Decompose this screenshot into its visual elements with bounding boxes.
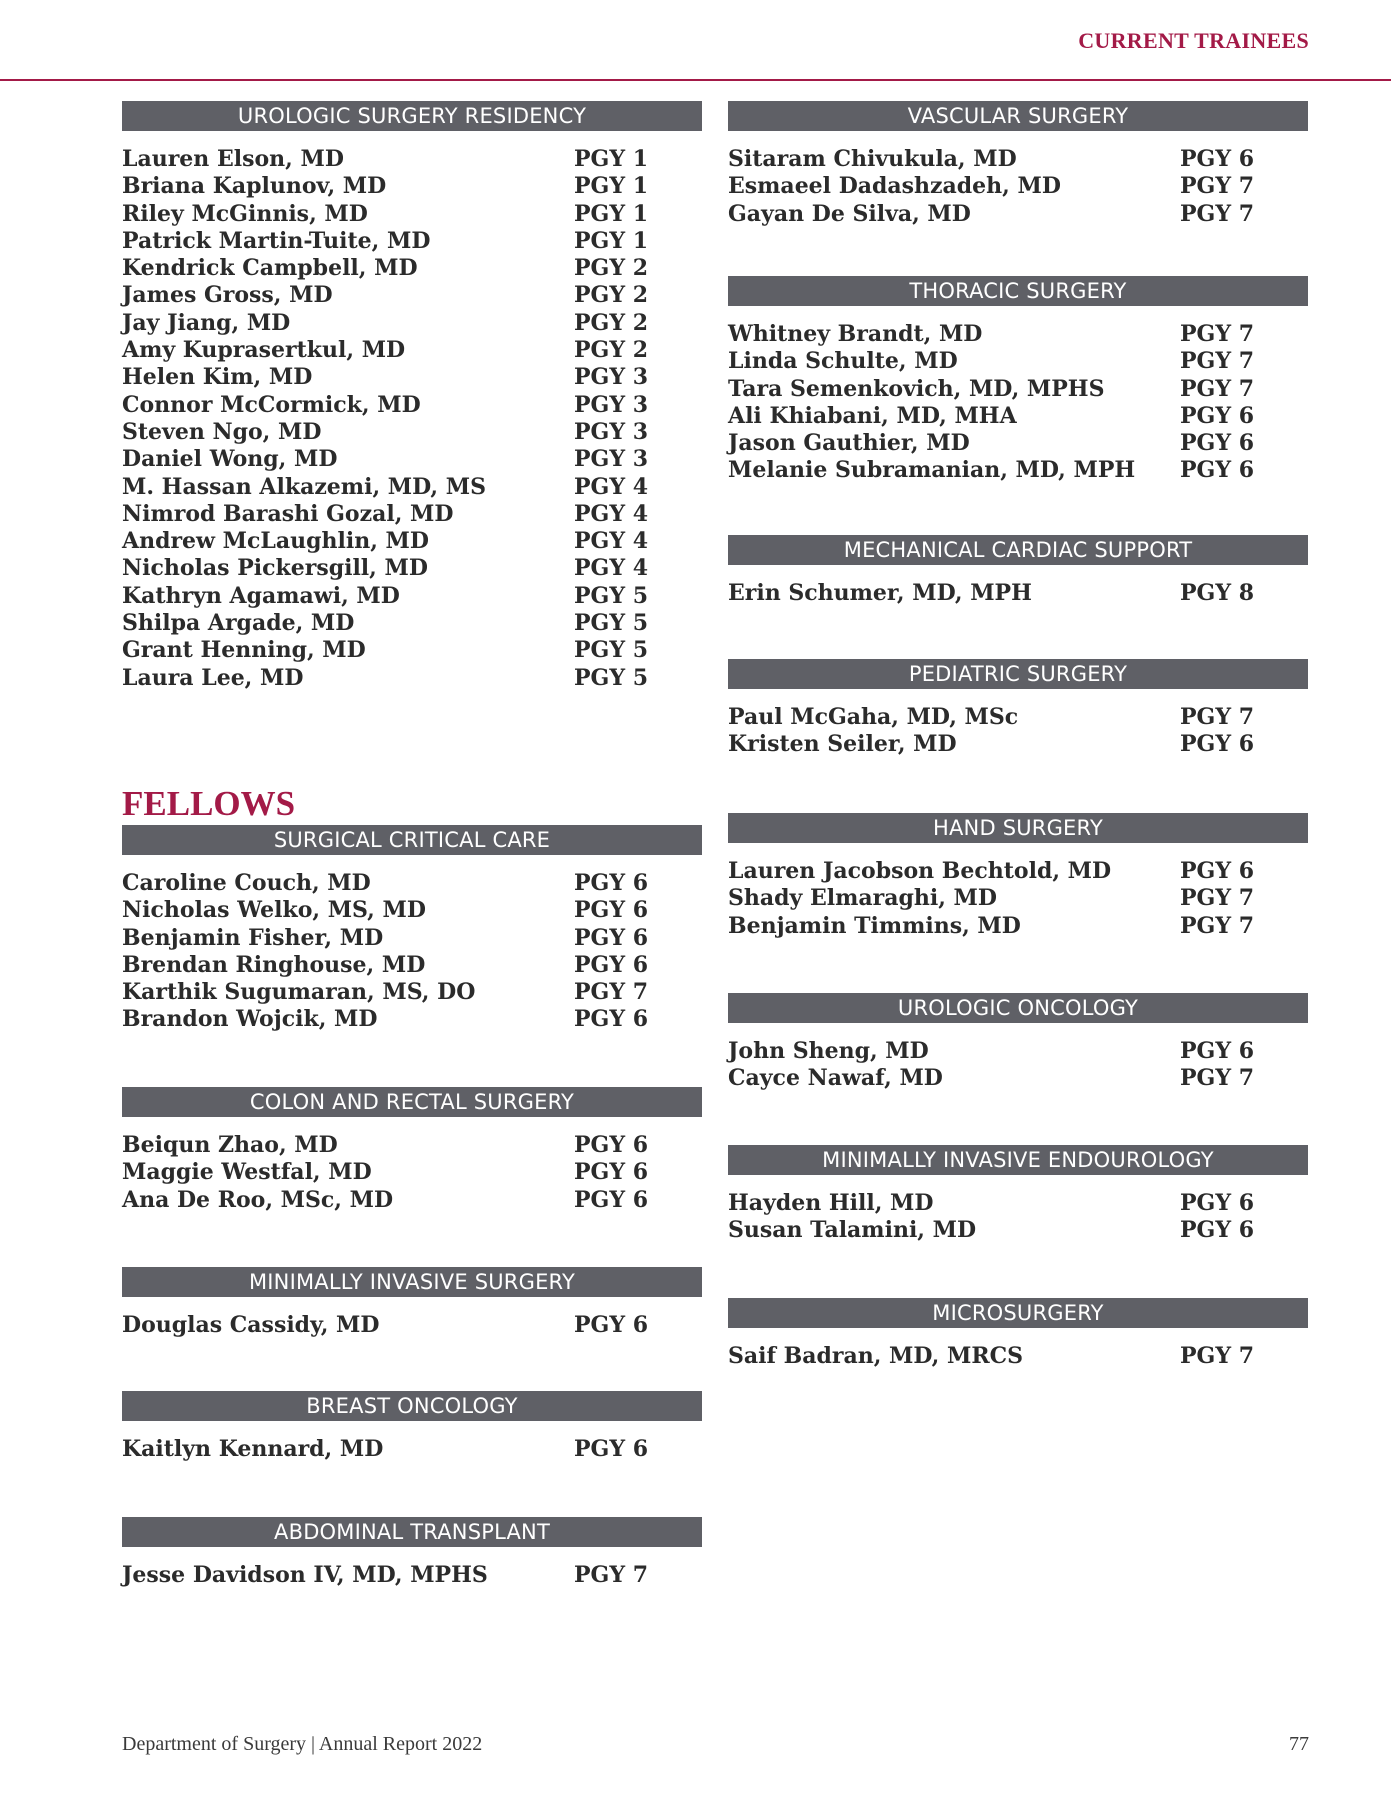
trainee-name: Esmaeel Dadashzadeh, MD [728,173,1061,200]
trainee-pgy: PGY 6 [1180,146,1255,172]
trainee-row [728,146,1308,173]
entry-list [122,1132,702,1214]
trainee-name: Steven Ngo, MD [122,418,322,445]
trainee-row [122,364,702,391]
trainee-row [122,897,702,924]
trainee-pgy: PGY 6 [1180,457,1255,484]
trainee-name: Daniel Wong, MD [122,446,338,473]
trainee-row [728,580,1308,607]
trainee-row [122,310,702,337]
trainee-pgy: PGY 6 [574,924,649,951]
trainee-row [728,1217,1308,1244]
trainee-name: Andrew McLaughlin, MD [122,528,429,555]
trainee-row [122,952,702,979]
trainee-row [122,255,702,282]
trainee-pgy: PGY 7 [1180,321,1255,347]
trainee-name: Susan Talamini, MD [728,1217,977,1244]
trainee-name: Lauren Jacobson Bechtold, MD [728,858,1112,884]
trainee-name: Kendrick Campbell, MD [122,255,418,282]
trainee-name: Kathryn Agamawi, MD [122,582,400,609]
trainee-pgy: PGY 5 [574,582,649,609]
trainee-row [728,173,1308,200]
trainee-pgy: PGY 1 [574,173,649,200]
trainee-row [122,392,702,419]
trainee-row [122,870,702,897]
trainee-pgy: PGY 6 [574,1006,649,1033]
trainee-name: Douglas Cassidy, MD [122,1312,380,1338]
section-title: ABDOMINAL TRANSPLANT [122,1517,702,1547]
trainee-row [122,637,702,664]
trainee-name: Sitaram Chivukula, MD [728,146,1017,172]
trainee-pgy: PGY 7 [1180,348,1255,375]
trainee-name: Laura Lee, MD [122,664,304,691]
entry-list [122,1436,702,1463]
section-urologic-residency [122,101,702,692]
trainee-row [122,419,702,446]
section-urologic-oncology [728,993,1308,1093]
trainee-pgy: PGY 6 [574,1312,649,1338]
trainee-row [122,528,702,555]
trainee-pgy: PGY 6 [574,1159,649,1186]
section-pediatric [728,659,1308,759]
trainee-name: Beiqun Zhao, MD [122,1132,338,1158]
trainee-row [122,201,702,228]
trainee-row [122,1562,702,1589]
entry-list [122,146,702,692]
section-title: COLON AND RECTAL SURGERY [122,1087,702,1117]
trainee-row [122,501,702,528]
trainee-pgy: PGY 7 [574,979,649,1006]
trainee-name: Nimrod Barashi Gozal, MD [122,500,454,527]
trainee-row [122,1006,702,1033]
section-title: UROLOGIC ONCOLOGY [728,993,1308,1023]
trainee-row [122,979,702,1006]
section-endourology [728,1145,1308,1245]
section-title: MINIMALLY INVASIVE SURGERY [122,1267,702,1297]
trainee-row [728,1190,1308,1217]
trainee-name: Benjamin Fisher, MD [122,924,384,951]
trainee-pgy: PGY 5 [574,664,649,691]
trainee-pgy: PGY 8 [1180,580,1255,606]
trainee-pgy: PGY 6 [574,897,649,924]
trainee-row [728,1065,1308,1092]
trainee-row [122,228,702,255]
entry-list [728,321,1308,485]
trainee-pgy: PGY 6 [1180,1217,1255,1244]
trainee-pgy: PGY 6 [574,1132,649,1158]
trainee-name: Nicholas Welko, MS, MD [122,897,426,924]
section-vascular [728,101,1308,228]
trainee-row [122,474,702,501]
trainee-name: Hayden Hill, MD [728,1190,934,1216]
trainee-row [122,555,702,582]
trainee-pgy: PGY 2 [574,337,649,364]
trainee-name: Helen Kim, MD [122,364,313,391]
trainee-pgy: PGY 4 [574,500,649,527]
trainee-pgy: PGY 7 [1180,912,1255,939]
header-divider [0,79,1391,81]
trainee-row [122,173,702,200]
section-hand [728,813,1308,940]
trainee-row [728,403,1308,430]
trainee-pgy: PGY 5 [574,637,649,664]
trainee-row [122,282,702,309]
trainee-row [122,1436,702,1463]
trainee-row [728,731,1308,758]
trainee-pgy: PGY 7 [1180,1065,1255,1092]
trainee-name: Karthik Sugumaran, MS, DO [122,979,476,1006]
trainee-name: Saif Badran, MD, MRCS [728,1343,1024,1369]
trainee-row [728,457,1308,484]
section-title: HAND SURGERY [728,813,1308,843]
trainee-pgy: PGY 3 [574,391,649,418]
trainee-name: James Gross, MD [122,282,333,309]
section-title: MECHANICAL CARDIAC SUPPORT [728,535,1308,565]
trainee-row [728,376,1308,403]
trainee-name: Grant Henning, MD [122,637,366,664]
trainee-row [728,430,1308,457]
trainee-name: Lauren Elson, MD [122,146,344,172]
entry-list [728,146,1308,228]
entry-list [122,1312,702,1339]
trainee-pgy: PGY 2 [574,309,649,336]
trainee-pgy: PGY 7 [1180,704,1255,730]
trainee-name: Jesse Davidson IV, MD, MPHS [122,1562,488,1588]
trainee-pgy: PGY 7 [1180,200,1255,227]
section-mechanical-cardiac [728,535,1308,607]
page-title: CURRENT TRAINEES [1078,28,1309,53]
trainee-row [728,1343,1308,1370]
trainee-name: Patrick Martin-Tuite, MD [122,227,431,254]
trainee-name: Shady Elmaraghi, MD [728,885,997,912]
trainee-name: Linda Schulte, MD [728,348,958,375]
section-breast-oncology [122,1391,702,1463]
trainee-name: Shilpa Argade, MD [122,610,355,637]
trainee-pgy: PGY 4 [574,473,649,500]
trainee-pgy: PGY 6 [1180,1190,1255,1216]
trainee-row [122,1159,702,1186]
trainee-pgy: PGY 3 [574,364,649,391]
trainee-row [122,610,702,637]
trainee-name: Nicholas Pickersgill, MD [122,555,428,582]
trainee-name: Brendan Ringhouse, MD [122,951,426,978]
section-thoracic [728,276,1308,485]
trainee-name: Whitney Brandt, MD [728,321,983,347]
trainee-pgy: PGY 6 [1180,858,1255,884]
entry-list [122,1562,702,1589]
trainee-name: Ana De Roo, MSc, MD [122,1186,394,1213]
trainee-name: Gayan De Silva, MD [728,200,971,227]
trainee-name: Tara Semenkovich, MD, MPHS [728,375,1105,402]
trainee-row [122,146,702,173]
trainee-name: Connor McCormick, MD [122,391,421,418]
entry-list [728,858,1308,940]
entry-list [728,1038,1308,1093]
trainee-row [122,1187,702,1214]
trainee-pgy: PGY 7 [574,1562,649,1588]
trainee-name: Paul McGaha, MD, MSc [728,704,1019,730]
trainee-name: John Sheng, MD [728,1038,929,1064]
trainee-row [728,348,1308,375]
section-microsurgery [728,1298,1308,1370]
trainee-pgy: PGY 7 [1180,375,1255,402]
trainee-pgy: PGY 3 [574,446,649,473]
trainee-name: Benjamin Timmins, MD [728,912,1021,939]
trainee-pgy: PGY 2 [574,282,649,309]
trainee-pgy: PGY 6 [1180,402,1255,429]
trainee-pgy: PGY 7 [1180,1343,1255,1369]
trainee-name: M. Hassan Alkazemi, MD, MS [122,473,486,500]
trainee-pgy: PGY 1 [574,200,649,227]
trainee-name: Cayce Nawaf, MD [728,1065,943,1092]
trainee-row [122,583,702,610]
entry-list [122,870,702,1034]
section-title: PEDIATRIC SURGERY [728,659,1308,689]
trainee-name: Kristen Seiler, MD [728,731,957,758]
section-title: MINIMALLY INVASIVE ENDOUROLOGY [728,1145,1308,1175]
section-colon-rectal [122,1087,702,1214]
trainee-row [728,885,1308,912]
entry-list [728,580,1308,607]
section-title: VASCULAR SURGERY [728,101,1308,131]
trainee-pgy: PGY 6 [1180,1038,1255,1064]
trainee-name: Riley McGinnis, MD [122,200,368,227]
trainee-pgy: PGY 7 [1180,173,1255,200]
entry-list [728,1190,1308,1245]
trainee-name: Melanie Subramanian, MD, MPH [728,457,1136,484]
trainee-name: Jason Gauthier, MD [728,430,970,457]
section-title: SURGICAL CRITICAL CARE [122,825,702,855]
entry-list [728,704,1308,759]
trainee-row [122,1312,702,1339]
fellows-heading: FELLOWS [122,784,296,823]
trainee-pgy: PGY 6 [574,1436,649,1462]
section-abdominal-transplant [122,1517,702,1589]
trainee-pgy: PGY 2 [574,255,649,282]
trainee-name: Jay Jiang, MD [122,309,291,336]
trainee-name: Amy Kuprasertkul, MD [122,337,406,364]
trainee-row [122,665,702,692]
trainee-pgy: PGY 3 [574,418,649,445]
trainee-row [122,1132,702,1159]
trainee-row [122,925,702,952]
trainee-row [728,858,1308,885]
trainee-pgy: PGY 1 [574,227,649,254]
trainee-row [728,201,1308,228]
trainee-pgy: PGY 6 [574,870,649,896]
section-minimally-invasive-surgery [122,1267,702,1339]
trainee-pgy: PGY 6 [1180,430,1255,457]
trainee-pgy: PGY 4 [574,555,649,582]
trainee-row [728,704,1308,731]
trainee-name: Brandon Wojcik, MD [122,1006,378,1033]
section-title: MICROSURGERY [728,1298,1308,1328]
trainee-pgy: PGY 4 [574,528,649,555]
trainee-row [728,1038,1308,1065]
trainee-name: Erin Schumer, MD, MPH [728,580,1032,606]
trainee-pgy: PGY 6 [574,1186,649,1213]
trainee-name: Ali Khiabani, MD, MHA [728,402,1017,429]
trainee-name: Kaitlyn Kennard, MD [122,1436,384,1462]
trainee-row [122,337,702,364]
footer-publication: Department of Surgery | Annual Report 2022 [122,1733,483,1755]
trainee-pgy: PGY 1 [574,146,649,172]
trainee-row [728,321,1308,348]
entry-list [728,1343,1308,1370]
page-number: 77 [1289,1733,1309,1755]
trainee-pgy: PGY 6 [1180,731,1255,758]
trainee-pgy: PGY 7 [1180,885,1255,912]
section-surgical-critical-care [122,825,702,1034]
trainee-row [122,446,702,473]
trainee-pgy: PGY 5 [574,610,649,637]
trainee-row [728,913,1308,940]
section-title: BREAST ONCOLOGY [122,1391,702,1421]
section-title: UROLOGIC SURGERY RESIDENCY [122,101,702,131]
trainee-pgy: PGY 6 [574,951,649,978]
section-title: THORACIC SURGERY [728,276,1308,306]
trainee-name: Briana Kaplunov, MD [122,173,387,200]
trainee-name: Maggie Westfal, MD [122,1159,372,1186]
trainee-name: Caroline Couch, MD [122,870,371,896]
